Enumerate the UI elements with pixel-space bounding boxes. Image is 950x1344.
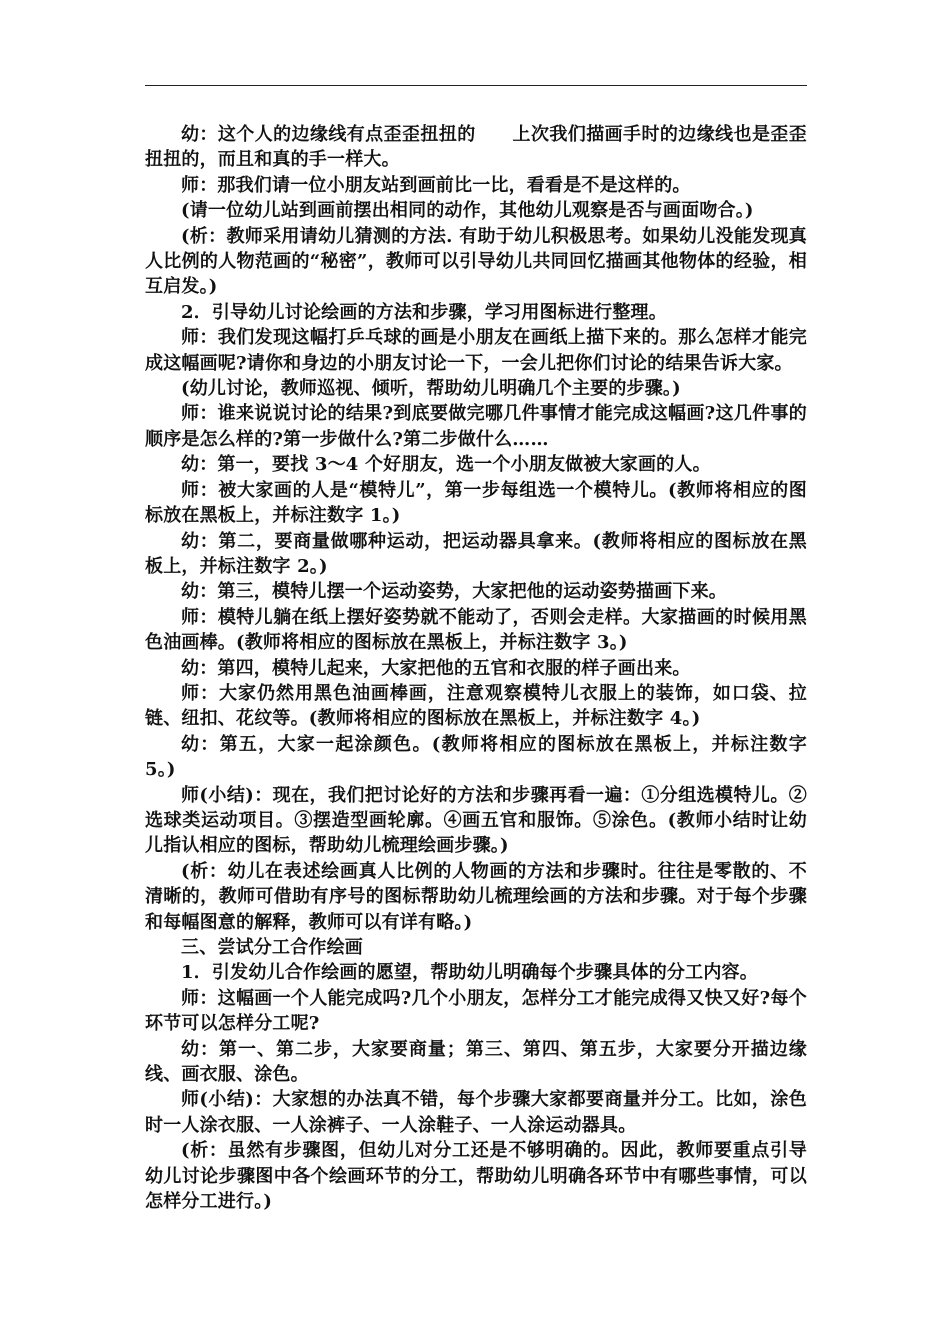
paragraph: 师：被大家画的人是“模特儿”，第一步每组选一个模特儿。(教师将相应的图标放在黑板上，并标注数字 1。) bbox=[145, 479, 807, 527]
paragraph: 师：这幅画一个人能完成吗?几个小朋友，怎样分工才能完成得又快又好?每个环节可以怎样分工呢? bbox=[145, 987, 807, 1035]
paragraph: 幼：这个人的边缘线有点歪歪扭扭的 上次我们描画手时的边缘线也是歪歪扭扭的，而且和真的手一样大。 bbox=[145, 124, 807, 171]
header-rule bbox=[145, 85, 807, 86]
section-heading: 三、尝试分工合作绘画 bbox=[181, 937, 363, 958]
paragraph: (析：虽然有步骤图，但幼儿对分工还是不够明确的。因此，教师要重点引导幼儿讨论步骤图中各个绘画环节的分工，帮助幼儿明确各环节中有哪些事情，可以怎样分工进行。) bbox=[145, 1140, 807, 1213]
paragraph: 师(小结)：大家想的办法真不错，每个步骤大家都要商量并分工。比如，涂色时一人涂衣服、一人涂裤子、一人涂鞋子、一人涂运动器具。 bbox=[145, 1089, 807, 1136]
paragraph: 师(小结)：现在，我们把讨论好的方法和步骤再看一遍：①分组选模特儿。②选球类运动项目。③摆造型画轮廓。④画五官和服饰。⑤涂色。(教师小结时让幼儿指认相应的图标，帮助幼儿梳理绘画步骤。) bbox=[145, 784, 807, 857]
paragraph: 师：那我们请一位小朋友站到画前比一比，看看是不是这样的。 bbox=[181, 174, 691, 196]
paragraph: 幼：第三，模特儿摆一个运动姿势，大家把他的运动姿势描画下来。 bbox=[181, 581, 727, 603]
paragraph: 1．引发幼儿合作绘画的愿望，帮助幼儿明确每个步骤具体的分工内容。 bbox=[181, 962, 758, 984]
paragraph: 2．引导幼儿讨论绘画的方法和步骤，学习用图标进行整理。 bbox=[181, 301, 667, 323]
paragraph: 师：大家仍然用黑色油画棒画，注意观察模特儿衣服上的装饰，如口袋、拉链、纽扣、花纹等。(教师将相应的图标放在黑板上，并标注数字 4。) bbox=[145, 682, 807, 730]
paragraph: 师：我们发现这幅打乒乓球的画是小朋友在画纸上描下来的。那么怎样才能完成这幅画呢?请你和身边的小朋友讨论一下，一会儿把你们讨论的结果告诉大家。 bbox=[145, 327, 807, 374]
paragraph: (请一位幼儿站到画前摆出相同的动作，其他幼儿观察是否与画面吻合。) bbox=[181, 200, 754, 222]
paragraph: 幼：第五，大家一起涂颜色。(教师将相应的图标放在黑板上，并标注数字 5。) bbox=[145, 733, 807, 781]
paragraph: 师：模特儿躺在纸上摆好姿势就不能动了，否则会走样。大家描画的时候用黑色油画棒。(教师将相应的图标放在黑板上，并标注数字 3。) bbox=[145, 606, 807, 654]
paragraph: (幼儿讨论，教师巡视、倾听，帮助幼儿明确几个主要的步骤。) bbox=[181, 378, 681, 400]
document-body bbox=[145, 122, 807, 1214]
paragraph: 师：谁来说说讨论的结果?到底要做完哪几件事情才能完成这幅画?这几件事的顺序是怎么样的?第一步做什么?第二步做什么…… bbox=[145, 403, 807, 450]
paragraph: 幼：第二，要商量做哪种运动，把运动器具拿来。(教师将相应的图标放在黑板上，并标注数字 2。) bbox=[145, 530, 807, 577]
paragraph: 幼：第一，要找 3～4 个好朋友，选一个小朋友做被大家画的人。 bbox=[181, 454, 711, 476]
paragraph: 幼：第四，模特儿起来，大家把他的五官和衣服的样子画出来。 bbox=[181, 657, 691, 679]
paragraph: 幼：第一、第二步，大家要商量；第三、第四、第五步，大家要分开描边缘线、画衣服、涂色。 bbox=[145, 1038, 807, 1086]
paragraph: (析：教师采用请幼儿猜测的方法. 有助于幼儿积极思考。如果幼儿没能发现真人比例的人物范画的“秘密”，教师可以引导幼儿共同回忆描画其他物体的经验，相互启发。) bbox=[145, 225, 807, 298]
paragraph: (析：幼儿在表述绘画真人比例的人物画的方法和步骤时。往往是零散的、不清晰的，教师可借助有序号的图标帮助幼儿梳理绘画的方法和步骤。对于每个步骤和每幅图意的解释，教师可以有详有略。) bbox=[145, 860, 807, 933]
